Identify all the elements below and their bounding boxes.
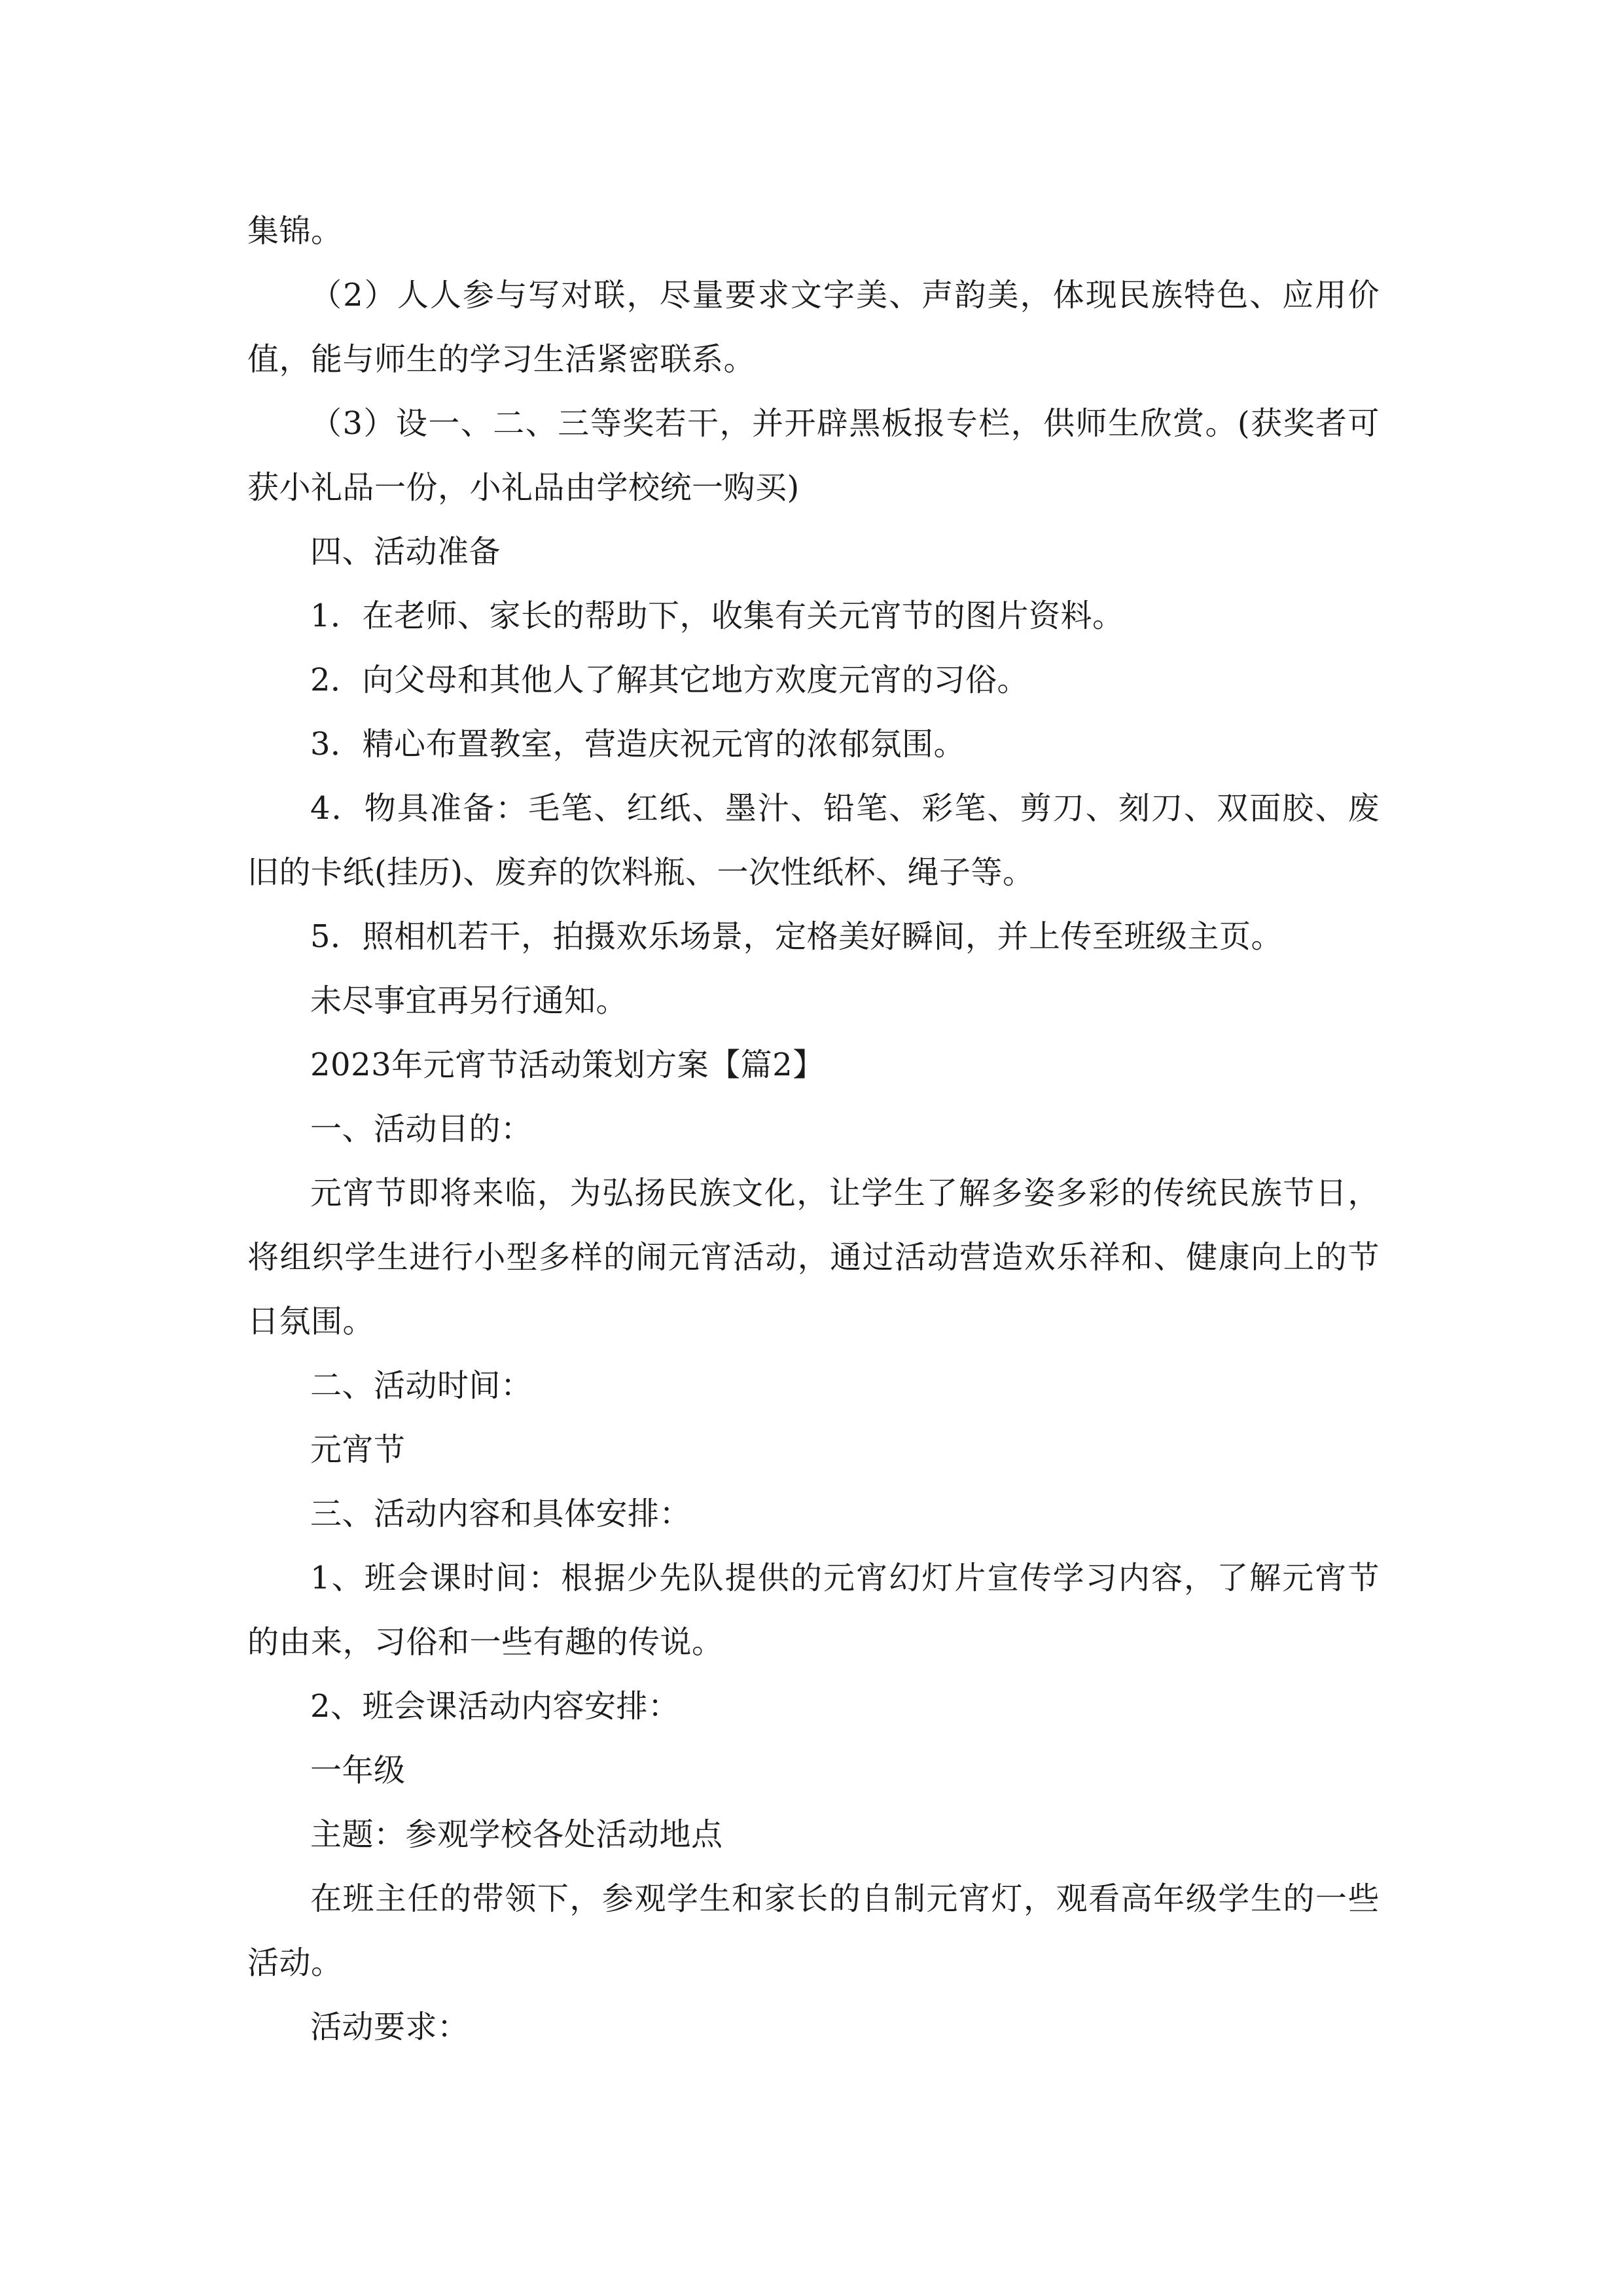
list-item: 3．精心布置教室，营造庆祝元宵的浓郁氛围。	[310, 726, 966, 762]
text-line: 活动。	[247, 1945, 343, 1981]
list-item: 2．向父母和其他人了解其它地方欢度元宵的习俗。	[310, 662, 1029, 698]
text-line: 活动要求：	[310, 2009, 469, 2045]
section-heading: 二、活动时间：	[310, 1367, 533, 1404]
list-item: 1、班会课时间：根据少先队提供的元宵幻灯片宣传学习内容，了解元宵节	[310, 1560, 1380, 1596]
list-item: 5．照相机若干，拍摄欢乐场景，定格美好瞬间，并上传至班级主页。	[310, 918, 1283, 955]
list-item: 1．在老师、家长的帮助下，收集有关元宵节的图片资料。	[310, 598, 1124, 634]
text-line: 主题：参观学校各处活动地点	[310, 1816, 723, 1853]
document-body	[247, 199, 1380, 2059]
text-line: 元宵节即将来临，为弘扬民族文化，让学生了解多姿多彩的传统民族节日，	[310, 1175, 1380, 1211]
section-heading: 四、活动准备	[310, 533, 501, 570]
section-heading: 一、活动目的：	[310, 1111, 533, 1147]
text-line: 旧的卡纸(挂历)、废弃的饮料瓶、一次性纸杯、绳子等。	[247, 854, 1035, 891]
text-line: 获小礼品一份，小礼品由学校统一购买)	[247, 469, 800, 506]
list-item: 4．物具准备：毛笔、红纸、墨汁、铅笔、彩笔、剪刀、刻刀、双面胶、废	[310, 790, 1380, 827]
section-heading: 三、活动内容和具体安排：	[310, 1496, 692, 1532]
list-item: 2、班会课活动内容安排：	[310, 1688, 680, 1725]
text-line: 在班主任的带领下，参观学生和家长的自制元宵灯，观看高年级学生的一些	[310, 1880, 1380, 1917]
text-line: 未尽事宜再另行通知。	[310, 982, 628, 1019]
text-line: 值，能与师生的学习生活紧密联系。	[247, 341, 756, 378]
text-line: 一年级	[310, 1752, 406, 1789]
text-line: 的由来，习俗和一些有趣的传说。	[247, 1624, 724, 1660]
text-line: （3）设一、二、三等奖若干，并开辟黑板报专栏，供师生欣赏。(获奖者可	[310, 405, 1380, 442]
text-line: 集锦。	[247, 213, 343, 249]
text-line: （2）人人参与写对联，尽量要求文字美、声韵美，体现民族特色、应用价	[310, 277, 1380, 314]
document-title: 2023年元宵节活动策划方案【篇2】	[310, 1047, 825, 1083]
text-line: 将组织学生进行小型多样的闹元宵活动，通过活动营造欢乐祥和、健康向上的节	[247, 1239, 1380, 1276]
text-line: 元宵节	[310, 1431, 406, 1468]
text-line: 日氛围。	[247, 1303, 375, 1340]
